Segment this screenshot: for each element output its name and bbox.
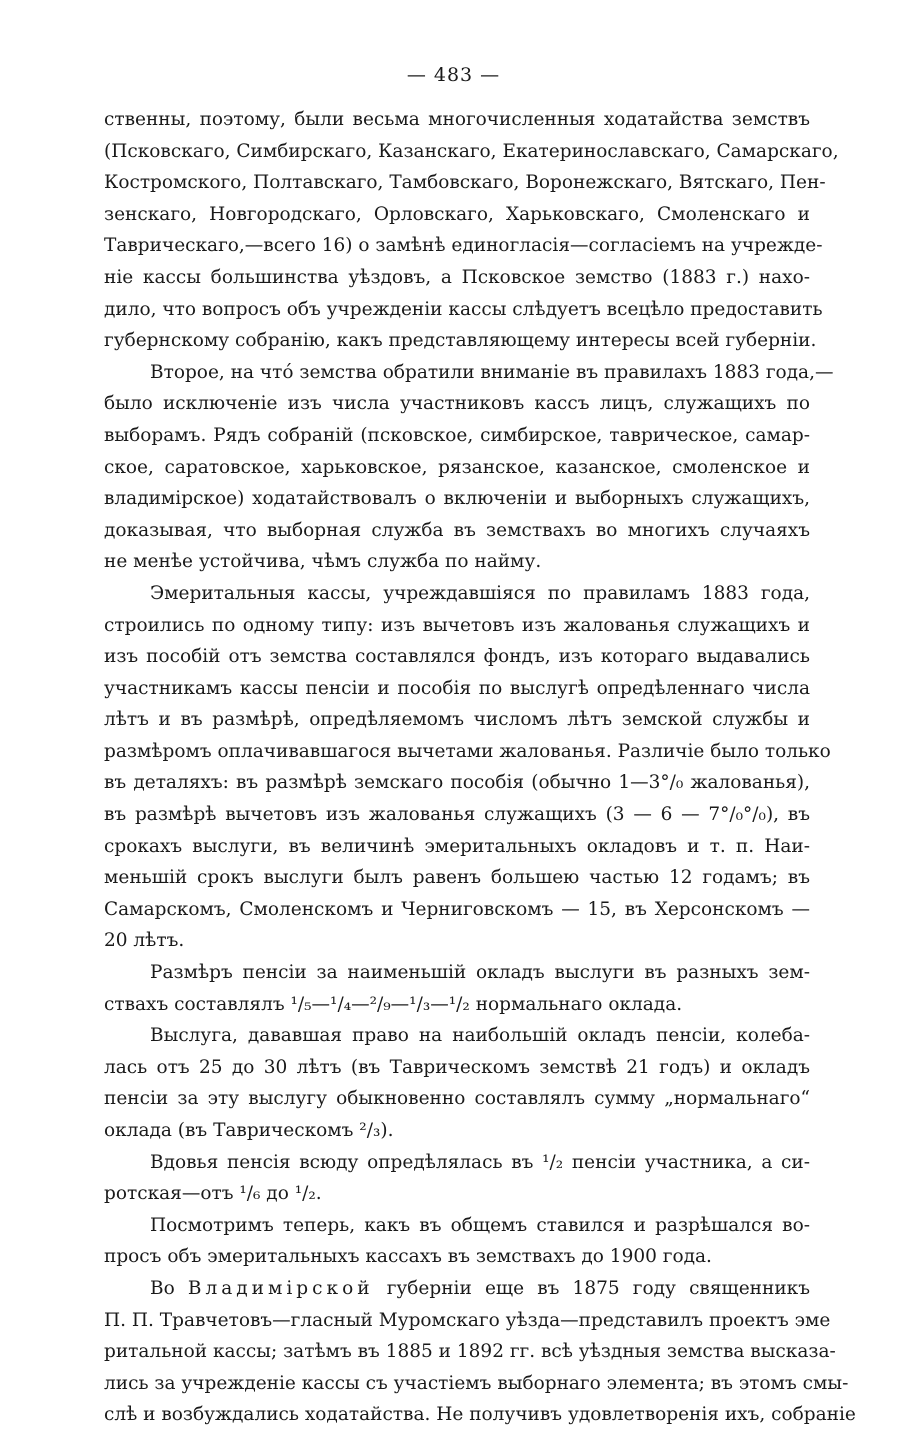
- text-line: (Псковскаго, Симбирскаго, Казанскаго, Екатеринославскаго, Самарскаго,: [104, 140, 839, 162]
- text-line: выборамъ. Рядъ собраній (псковское, симбирское, таврическое, самар-: [104, 424, 810, 446]
- text-line: Эмеритальныя кассы, учреждавшіяся по правиламъ 1883 года,: [150, 582, 810, 604]
- text-line: было исключеніе изъ числа участниковъ кассъ лицъ, служащихъ по: [104, 393, 810, 415]
- text-line: оклада (въ Таврическомъ ²/₃).: [104, 1120, 394, 1141]
- text-line: ское, саратовское, харьковское, рязанское, казанское, смоленское и: [104, 456, 810, 478]
- text-line: ніе кассы большинства уѣздовъ, а Псковское земство (1883 г.) нахо-: [104, 266, 810, 288]
- emphasized-word: Владимірской: [187, 1277, 374, 1299]
- text-line: лась отъ 25 до 30 лѣтъ (въ Таврическомъ земствѣ 21 годъ) и окладъ: [104, 1056, 810, 1078]
- text-line: лись за учрежденіе кассы съ участіемъ выборнаго элемента; въ этомъ смы-: [104, 1372, 849, 1394]
- text-line: губернскому собранію, какъ представляющему интересы всей губерніи.: [104, 330, 817, 352]
- text-line: Во Владимірской губерніи еще въ 1875 году священникъ: [150, 1277, 810, 1299]
- text-body: [104, 104, 856, 1431]
- text-line: доказывая, что выборная служба въ земствахъ во многихъ случаяхъ: [104, 519, 810, 541]
- text-line: Костромского, Полтавскаго, Тамбовскаго, Воронежскаго, Вятскаго, Пен-: [104, 172, 826, 194]
- text-line: владимірское) ходатайствовалъ о включеніи и выборныхъ служащихъ,: [104, 488, 810, 510]
- text-line: размѣромъ оплачивавшагося вычетами жалованья. Различіе было только: [104, 740, 831, 762]
- text-line: Таврическаго,—всего 16) о замѣнѣ единогласія—согласіемъ на учрежде-: [104, 235, 823, 257]
- text-line: просъ объ эмеритальныхъ кассахъ въ земствахъ до 1900 года.: [104, 1246, 712, 1268]
- text-line: строились по одному типу: изъ вычетовъ изъ жалованья служащихъ и: [104, 614, 810, 636]
- text-line: срокахъ выслуги, въ величинѣ эмеритальныхъ окладовъ и т. п. Наи-: [104, 835, 810, 857]
- text-line: не менѣе устойчива, чѣмъ служба по найму.: [104, 551, 542, 573]
- page-number: — 483 —: [406, 64, 501, 86]
- text-line: меньшій срокъ выслуги былъ равенъ большею частью 12 годамъ; въ: [104, 867, 810, 889]
- text-line: 20 лѣтъ.: [104, 930, 185, 952]
- text-line: лѣтъ и въ размѣрѣ, опредѣляемомъ числомъ лѣтъ земской службы и: [104, 709, 810, 731]
- text-line: Выслуга, дававшая право на наибольшій окладъ пенсіи, колеба-: [150, 1025, 810, 1047]
- text-line: изъ пособій отъ земства составлялся фондъ, изъ котораго выдавались: [104, 646, 810, 668]
- text-line: Размѣръ пенсіи за наименьшій окладъ выслуги въ разныхъ зем-: [150, 962, 810, 984]
- text-line: ритальной кассы; затѣмъ въ 1885 и 1892 гг. всѣ уѣздныя земства высказа-: [104, 1341, 836, 1363]
- text-line: ственны, поэтому, были весьма многочисленныя ходатайства земствъ: [104, 109, 810, 130]
- text-line: Вдовья пенсія всюду опредѣлялась въ ¹/₂ пенсіи участника, а си-: [150, 1151, 810, 1173]
- text-line: Второе, на что́ земства обратили вниманіе въ правилахъ 1883 года,—: [150, 361, 834, 383]
- text-line: П. П. Травчетовъ—гласный Муромскаго уѣзда—представилъ проектъ эме: [104, 1309, 831, 1331]
- text-line: слѣ и возбуждались ходатайства. Не получивъ удовлетворенія ихъ, собраніе: [104, 1404, 856, 1426]
- text-line: Самарскомъ, Смоленскомъ и Черниговскомъ — 15, въ Херсонскомъ —: [104, 898, 810, 920]
- text-line: участникамъ кассы пенсіи и пособія по выслугѣ опредѣленнаго числа: [104, 677, 810, 699]
- text-line: ротская—отъ ¹/₆ до ¹/₂.: [104, 1183, 322, 1205]
- text-line: въ размѣрѣ вычетовъ изъ жалованья служащихъ (3 — 6 — 7°/₀°/₀), въ: [104, 804, 810, 826]
- text-line: дило, что вопросъ объ учрежденіи кассы слѣдуетъ всецѣло предоставить: [104, 298, 823, 320]
- text-line: пенсіи за эту выслугу обыкновенно составлялъ сумму „нормальнаго“: [104, 1088, 810, 1110]
- text-line: въ деталяхъ: въ размѣрѣ земскаго пособія (обычно 1—3°/₀ жалованья),: [104, 772, 810, 794]
- text-line: зенскаго, Новгородскаго, Орловскаго, Харьковскаго, Смоленскаго и: [104, 203, 810, 225]
- text-line: ствахъ составлялъ ¹/₅—¹/₄—²/₉—¹/₃—¹/₂ нормальнаго оклада.: [104, 993, 683, 1015]
- text-line: Посмотримъ теперь, какъ въ общемъ ставился и разрѣшался во-: [150, 1214, 810, 1236]
